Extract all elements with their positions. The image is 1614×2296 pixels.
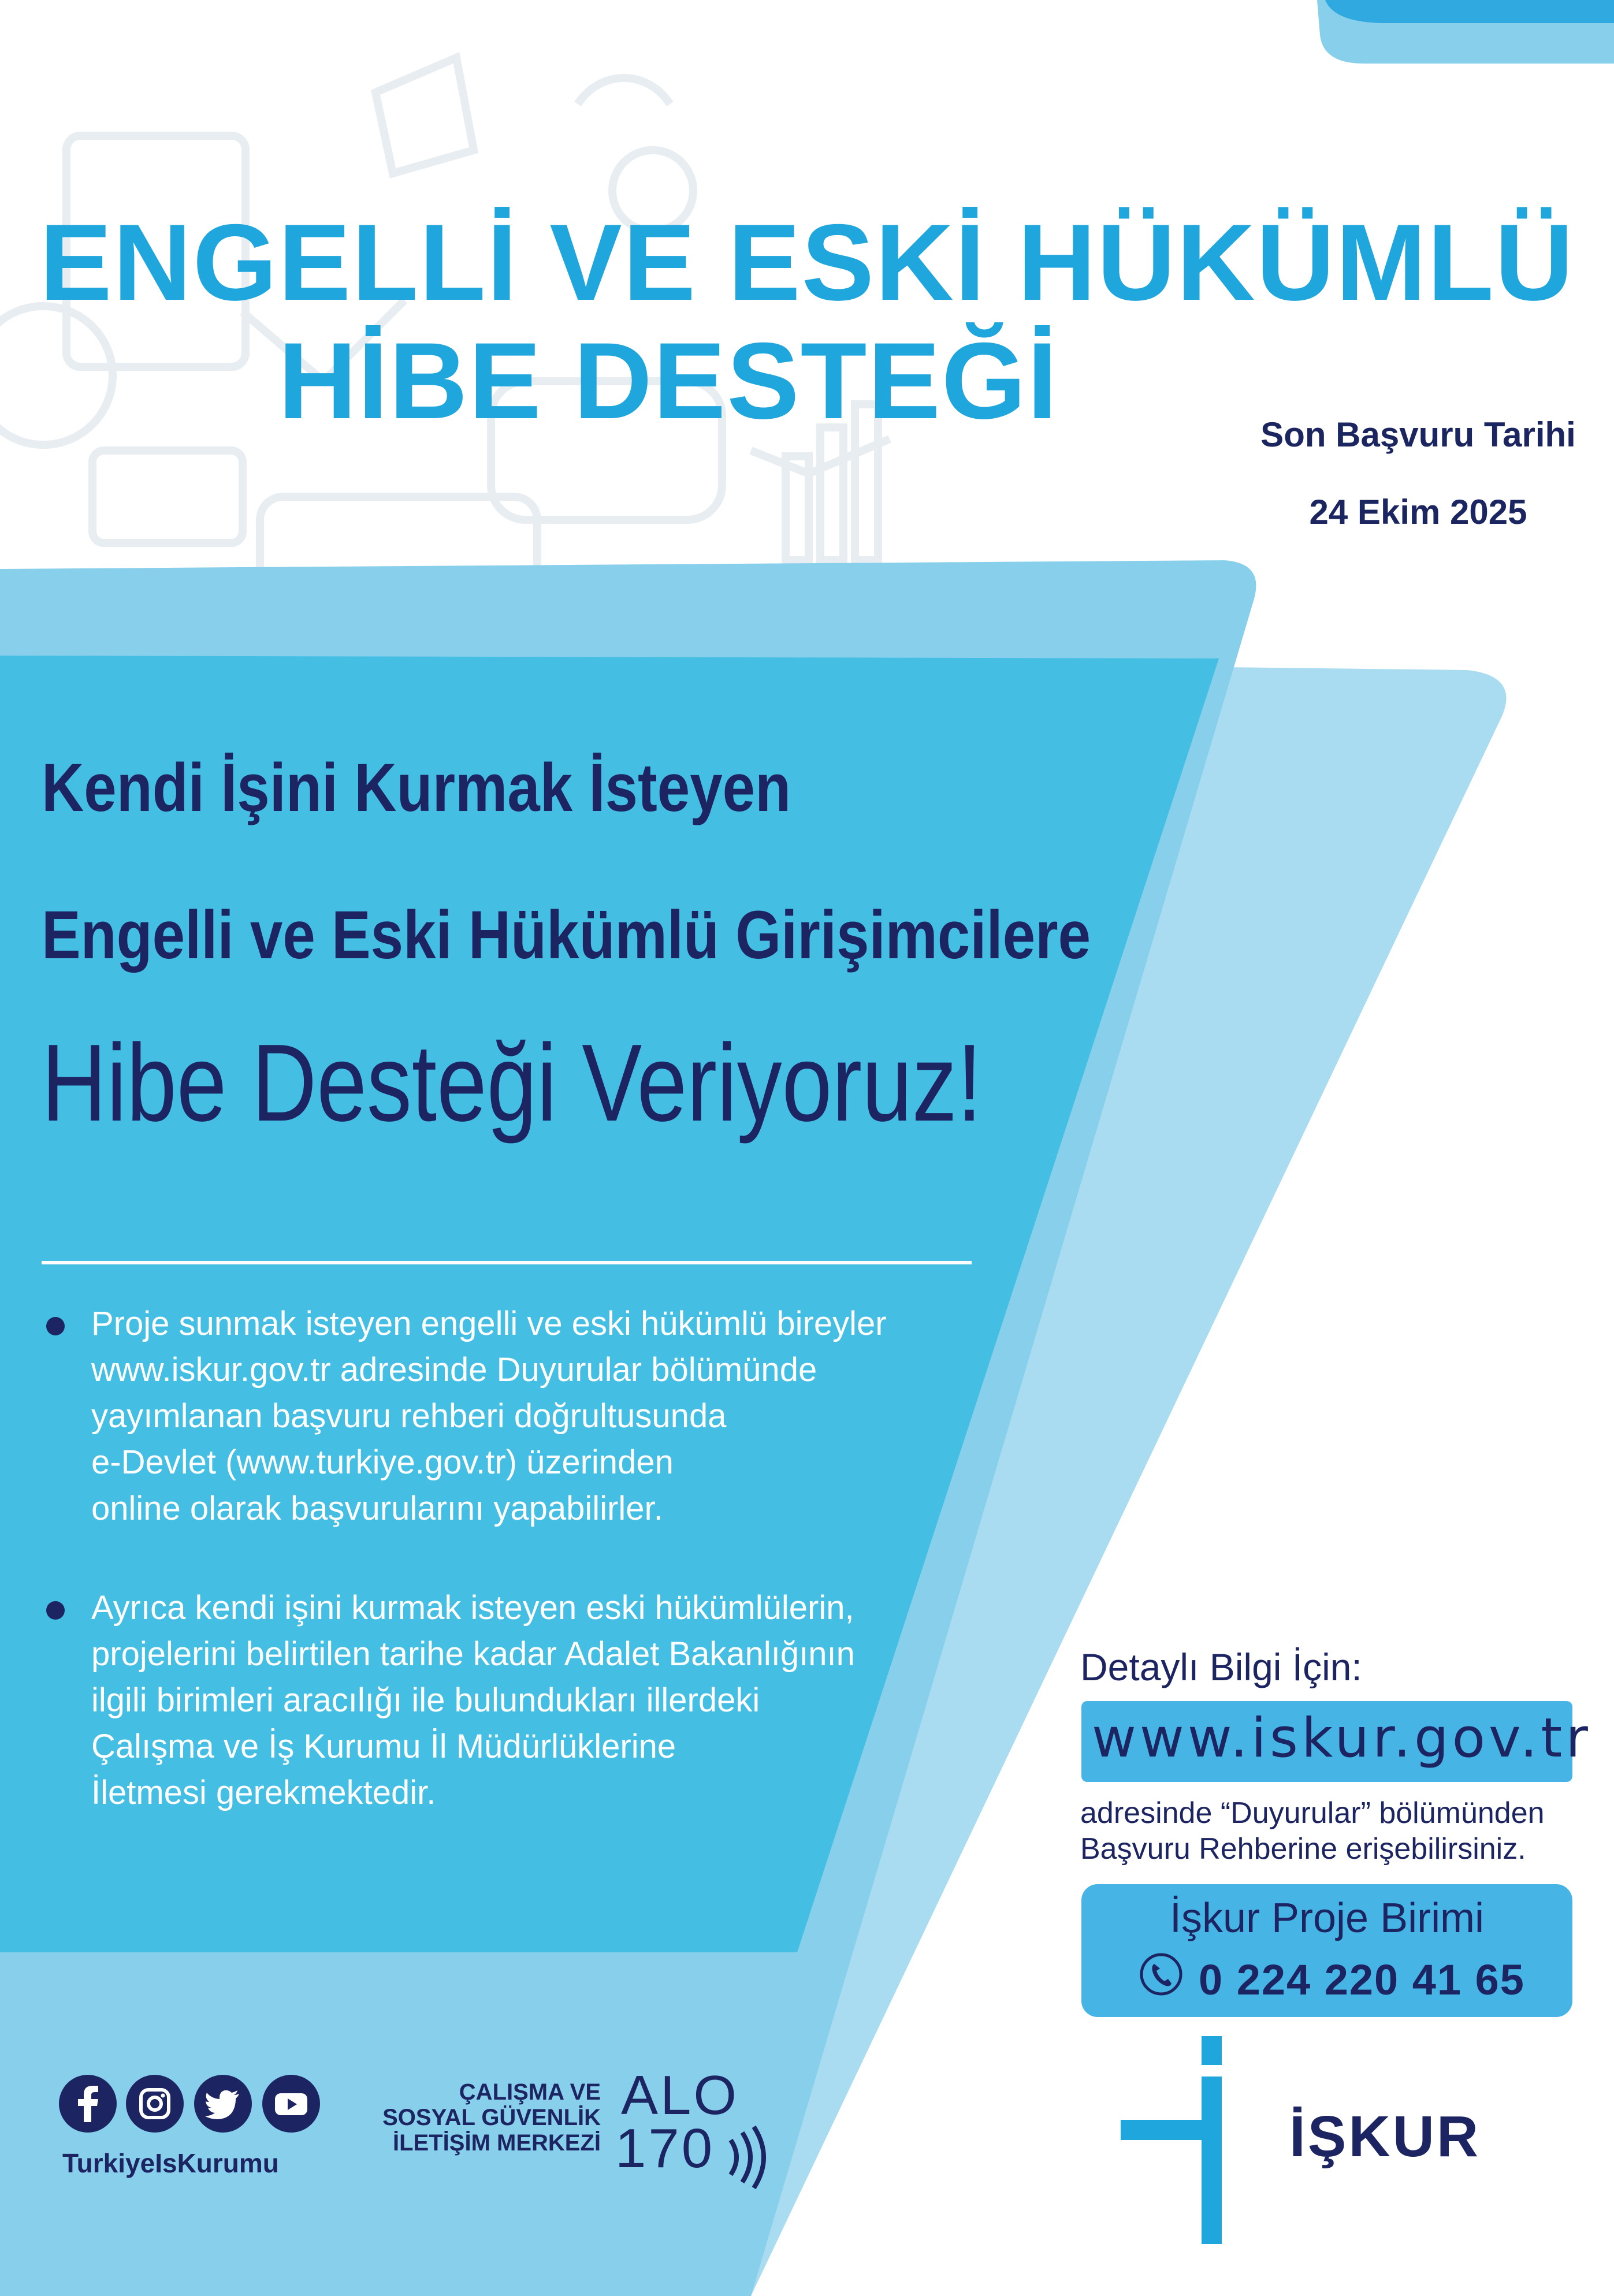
phone-icon	[1139, 1952, 1183, 1996]
deadline-label: Son Başvuru Tarihi	[1260, 415, 1576, 454]
corner-accent-dark	[1325, 0, 1614, 23]
alo-label-line-1: ÇALIŞMA VE	[459, 2079, 601, 2105]
info-note	[1080, 1795, 1545, 1867]
divider-line	[42, 1261, 972, 1264]
signal-waves-icon	[725, 2126, 771, 2189]
headline-line-1: Kendi İşini Kurmak İsteyen	[42, 750, 791, 826]
alo-label-line-2: SOSYAL GÜVENLİK	[382, 2105, 601, 2130]
alo-label-line-3: İLETİŞİM MERKEZİ	[393, 2130, 601, 2156]
headline-line-2: Engelli ve Eski Hükümlü Girişimcilere	[42, 897, 1091, 973]
deadline-date: 24 Ekim 2025	[1309, 493, 1527, 531]
bullet-dot	[46, 1601, 65, 1620]
instagram-icon[interactable]	[126, 2075, 184, 2133]
bullet-text-1: Proje sunmak isteyen engelli ve eski hükümlü bireyler www.iskur.gov.tr adresinde Duyurular bölümünde yayımlanan başvuru rehberi doğrultusunda e-Devlet (www.turkiye.gov.tr) üzerinden online olarak başvurularını yapabilirler.	[91, 1305, 887, 1527]
bullet-item-1	[46, 1301, 994, 1532]
youtube-icon[interactable]	[262, 2075, 320, 2133]
info-note-line-2: Başvuru Rehberine erişebilirsiniz.	[1080, 1832, 1526, 1866]
title-line-2: HİBE DESTEĞİ	[278, 320, 1059, 441]
bullet-dot	[46, 1317, 65, 1335]
bullet-item-2	[46, 1585, 994, 1816]
alo-word: ALO	[621, 2064, 739, 2126]
info-note-line-1: adresinde “Duyurular” bölümünden	[1080, 1796, 1545, 1830]
alo-number: 170	[615, 2118, 715, 2179]
facebook-icon[interactable]	[59, 2075, 117, 2133]
contact-title: İşkur Proje Birimi	[1169, 1895, 1485, 1941]
phone-number[interactable]: 0 224 220 41 65	[1199, 1956, 1525, 2004]
info-title: Detaylı Bilgi İçin:	[1080, 1646, 1362, 1688]
iskur-logo-text: İŞKUR	[1289, 2104, 1481, 2169]
headline-line-3: Hibe Desteği Veriyoruz!	[42, 1022, 982, 1144]
title-line-1: ENGELLİ VE ESKİ HÜKÜMLÜ	[39, 202, 1575, 323]
iskur-logo-icon	[1121, 2036, 1259, 2250]
alo-label	[335, 2079, 601, 2156]
bullet-text-2: Ayrıca kendi işini kurmak isteyen eski hükümlülerin, projelerini belirtilen tarihe kadar Adalet Bakanlığının ilgili birimleri aracılığı ile bulundukları illerdeki Çalışma ve İş Kurumu İl Müdürlüklerine İletmesi gerekmektedir.	[91, 1589, 855, 1811]
social-handle: TurkiyeIsKurumu	[62, 2148, 279, 2178]
twitter-icon[interactable]	[194, 2075, 252, 2133]
website-link[interactable]: www.iskur.gov.tr	[1092, 1707, 1591, 1770]
